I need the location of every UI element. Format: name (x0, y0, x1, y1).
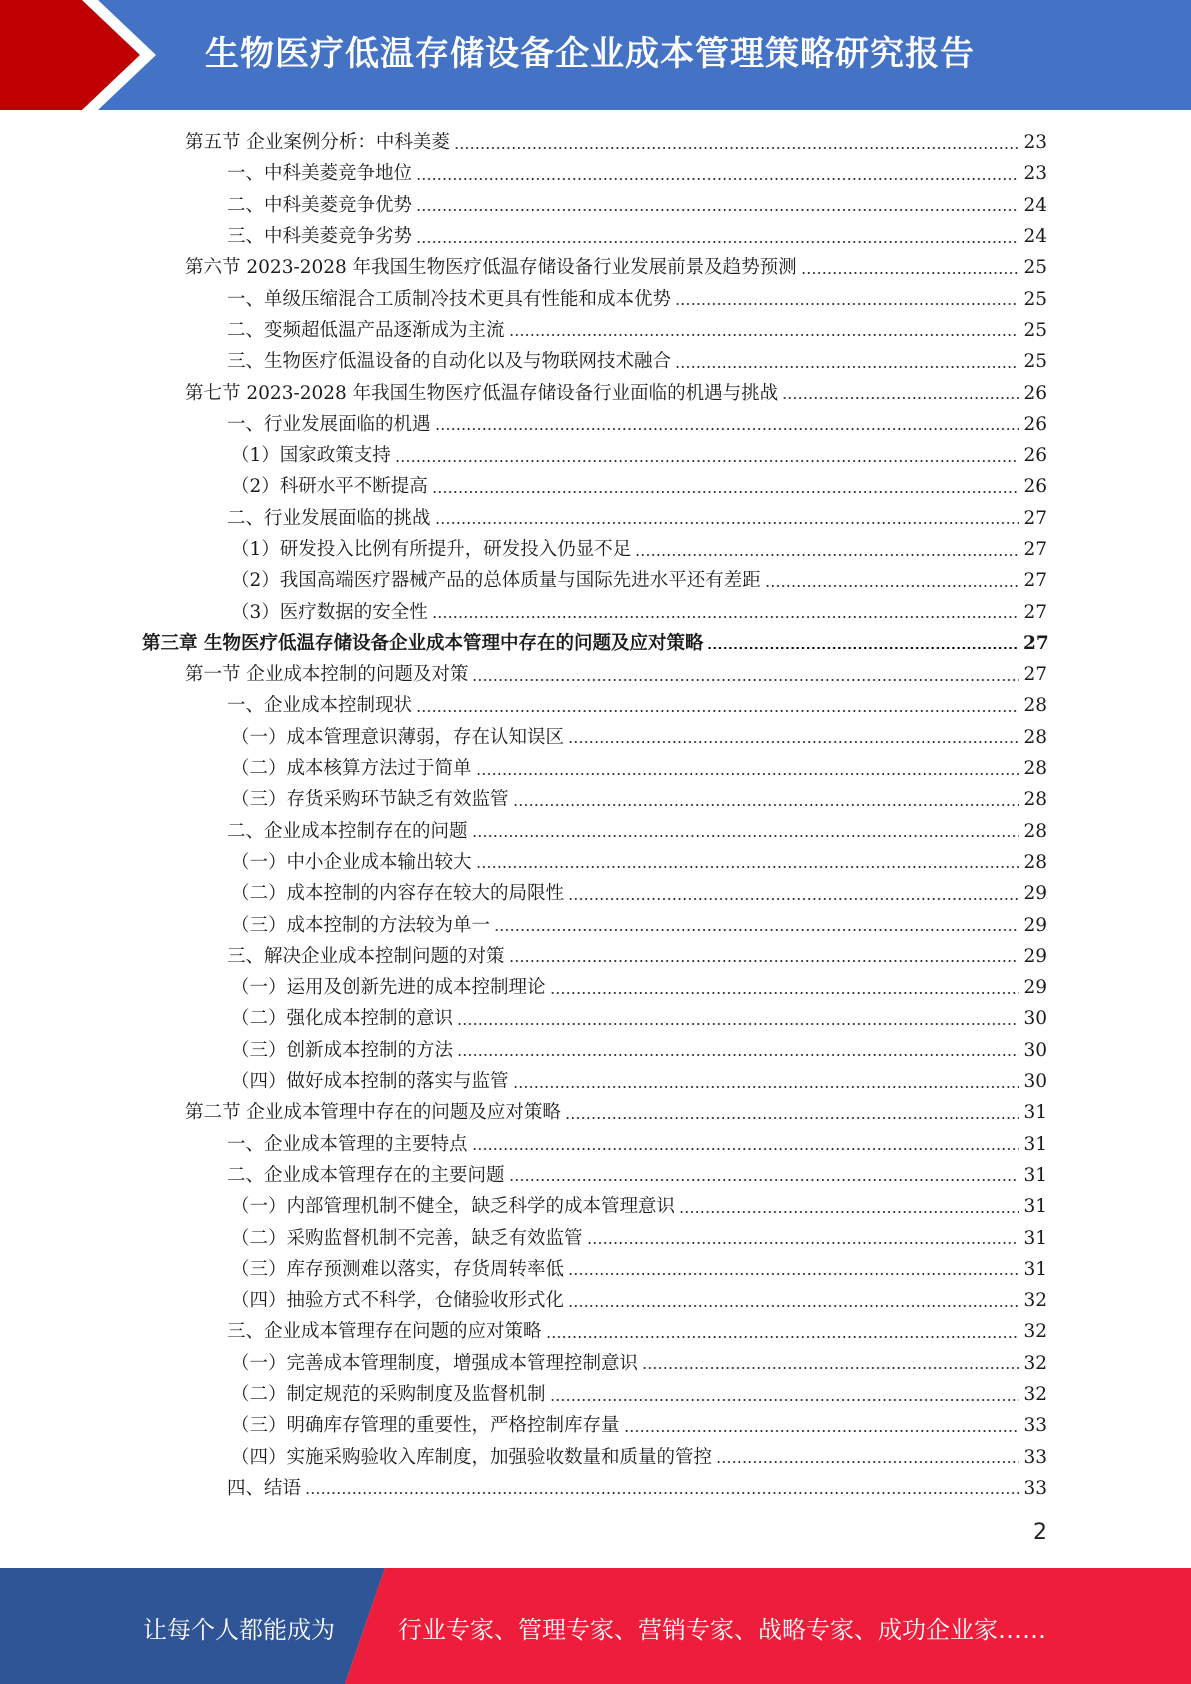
toc-entry[interactable] (0, 158, 1191, 189)
toc-dot-leader (568, 741, 1019, 743)
toc-entry-label: （3）医疗数据的安全性 (231, 601, 428, 623)
toc-entry[interactable] (0, 1003, 1191, 1034)
toc-entry[interactable] (0, 847, 1191, 878)
toc-entry-label: （二）成本控制的内容存在较大的局限性 (231, 883, 565, 905)
toc-entry-page: 26 (1023, 445, 1047, 467)
toc-entry[interactable] (0, 221, 1191, 252)
toc-entry-page: 31 (1023, 1164, 1047, 1186)
toc-entry-label: （二）强化成本控制的意识 (231, 1008, 454, 1030)
toc-entry[interactable] (0, 283, 1191, 314)
toc-dot-leader (472, 679, 1019, 681)
toc-entry-page: 26 (1023, 382, 1047, 404)
toc-entry-label: （一）内部管理机制不健全，缺乏科学的成本管理意识 (231, 1196, 676, 1218)
toc-dot-leader (550, 992, 1019, 994)
header-banner (0, 0, 1191, 110)
toc-dot-leader (513, 1086, 1019, 1088)
toc-dot-leader (454, 147, 1019, 149)
toc-dot-leader (494, 929, 1019, 931)
toc-entry[interactable] (0, 596, 1191, 627)
toc-entry[interactable] (0, 1254, 1191, 1285)
toc-dot-leader (782, 397, 1019, 399)
toc-entry-label: 二、行业发展面临的挑战 (227, 507, 431, 529)
toc-entry-page: 32 (1023, 1290, 1047, 1312)
toc-entry[interactable] (0, 909, 1191, 940)
toc-entry-label: 一、行业发展面临的机遇 (227, 413, 431, 435)
toc-entry-label: 二、企业成本管理存在的主要问题 (227, 1164, 505, 1186)
toc-entry-page: 31 (1023, 1258, 1047, 1280)
toc-entry[interactable] (0, 315, 1191, 346)
toc-entry-page: 29 (1023, 914, 1047, 936)
toc-entry-label: （1）研发投入比例有所提升，研发投入仍显不足 (231, 539, 632, 560)
toc-entry[interactable] (0, 1379, 1191, 1410)
toc-entry-page: 28 (1023, 820, 1047, 842)
toc-entry-page: 26 (1023, 413, 1047, 435)
toc-entry-label: （2）科研水平不断提高 (231, 476, 428, 498)
toc-entry-label: （三）库存预测难以落实，存货周转率低 (231, 1258, 565, 1280)
toc-entry-page: 27 (1023, 570, 1047, 592)
toc-dot-leader (635, 554, 1019, 556)
toc-entry[interactable] (0, 659, 1191, 690)
toc-entry-page: 32 (1023, 1384, 1047, 1406)
toc-entry-page: 32 (1023, 1321, 1047, 1343)
toc-entry[interactable] (0, 346, 1191, 377)
toc-dot-leader (568, 898, 1019, 900)
toc-dot-leader (305, 1492, 1019, 1494)
toc-entry[interactable] (0, 1191, 1191, 1222)
toc-entry[interactable] (0, 565, 1191, 596)
toc-entry-page: 26 (1023, 476, 1047, 498)
toc-entry[interactable] (0, 1441, 1191, 1472)
toc-entry-page: 29 (1023, 945, 1047, 967)
toc-dot-leader (801, 272, 1019, 274)
toc-entry[interactable] (0, 1066, 1191, 1097)
toc-entry[interactable] (0, 1160, 1191, 1191)
toc-dot-leader (642, 1367, 1019, 1369)
toc-entry[interactable] (0, 1035, 1191, 1066)
toc-dot-leader (765, 585, 1019, 587)
toc-entry-page: 27 (1023, 664, 1047, 686)
toc-entry[interactable] (0, 127, 1191, 158)
toc-entry-label: 一、企业成本管理的主要特点 (227, 1133, 468, 1155)
toc-entry-page: 25 (1023, 288, 1047, 310)
page-number: 2 (1033, 1520, 1047, 1545)
toc-entry-label: （2）我国高端医疗器械产品的总体质量与国际先进水平还有差距 (231, 570, 761, 592)
toc-entry-page: 33 (1023, 1477, 1047, 1499)
toc-dot-leader (550, 1399, 1019, 1401)
toc-entry-label: （三）成本控制的方法较为单一 (231, 914, 491, 936)
toc-dot-leader (416, 241, 1019, 243)
toc-entry-label: （1）国家政策支持 (231, 445, 391, 467)
toc-dot-leader (435, 522, 1019, 524)
toc-dot-leader (509, 960, 1019, 962)
toc-entry[interactable] (0, 409, 1191, 440)
toc-entry-label: 一、企业成本控制现状 (227, 695, 413, 717)
toc-entry[interactable] (0, 941, 1191, 972)
toc-entry-label: （四）做好成本控制的落实与监管 (231, 1071, 509, 1093)
chevron-graphic (0, 0, 160, 110)
toc-entry-page: 23 (1023, 163, 1047, 185)
toc-entry-label: （一）完善成本管理制度，增强成本管理控制意识 (231, 1352, 639, 1374)
toc-dot-leader (675, 366, 1019, 368)
toc-entry-label: 三、解决企业成本控制问题的对策 (227, 945, 505, 967)
toc-entry[interactable] (0, 1222, 1191, 1253)
toc-dot-leader (546, 1336, 1019, 1338)
toc-dot-leader (568, 1273, 1019, 1275)
toc-entry[interactable] (0, 878, 1191, 909)
toc-entry-label: 二、企业成本控制存在的问题 (227, 820, 468, 842)
toc-entry-label: （二）成本核算方法过于简单 (231, 758, 472, 780)
toc-dot-leader (565, 1117, 1019, 1119)
toc-entry-label: （一）运用及创新先进的成本控制理论 (231, 977, 546, 999)
table-of-contents (0, 127, 1191, 1504)
toc-entry[interactable] (0, 1097, 1191, 1128)
toc-entry-page: 24 (1023, 226, 1047, 248)
toc-entry-page: 31 (1023, 1227, 1047, 1249)
toc-dot-leader (568, 1305, 1019, 1307)
toc-entry-page: 27 (1023, 601, 1047, 623)
toc-entry-page: 29 (1023, 977, 1047, 999)
toc-entry[interactable] (0, 503, 1191, 534)
toc-dot-leader (395, 460, 1019, 462)
toc-entry-page: 31 (1023, 1196, 1047, 1218)
toc-entry-label: 第七节 2023-2028 年我国生物医疗低温存储设备行业面临的机遇与挑战 (185, 382, 779, 404)
toc-entry-label: 一、单级压缩混合工质制冷技术更具有性能和成本优势 (227, 288, 672, 310)
toc-entry-label: 二、中科美菱竞争优势 (227, 194, 413, 216)
toc-entry-label: 第三章 生物医疗低温存储设备企业成本管理中存在的问题及应对策略 (142, 632, 704, 654)
toc-entry-page: 33 (1023, 1415, 1047, 1437)
toc-dot-leader (432, 616, 1019, 618)
toc-entry-label: （二）制定规范的采购制度及监督机制 (231, 1384, 546, 1406)
toc-entry[interactable] (0, 1348, 1191, 1379)
toc-dot-leader (716, 1461, 1019, 1463)
toc-dot-leader (509, 1179, 1019, 1181)
toc-entry[interactable] (0, 1410, 1191, 1441)
toc-entry[interactable] (0, 1129, 1191, 1160)
toc-dot-leader (513, 804, 1019, 806)
toc-dot-leader (435, 428, 1019, 430)
toc-dot-leader (509, 334, 1019, 336)
toc-entry[interactable] (0, 816, 1191, 847)
toc-entry-label: 三、生物医疗低温设备的自动化以及与物联网技术融合 (227, 351, 672, 373)
toc-entry-page: 28 (1023, 695, 1047, 717)
toc-entry-page: 32 (1023, 1352, 1047, 1374)
toc-entry-page: 25 (1023, 257, 1047, 279)
toc-dot-leader (416, 178, 1019, 180)
toc-dot-leader (472, 835, 1019, 837)
toc-entry[interactable] (0, 784, 1191, 815)
toc-entry-label: （三）存货采购环节缺乏有效监管 (231, 789, 509, 811)
toc-entry-page: 28 (1023, 789, 1047, 811)
report-title: 生物医疗低温存储设备企业成本管理策略研究报告 (205, 34, 975, 74)
toc-entry[interactable] (0, 972, 1191, 1003)
toc-entry-label: （四）实施采购验收入库制度，加强验收数量和质量的管控 (231, 1446, 713, 1468)
toc-entry-page: 30 (1023, 1039, 1047, 1061)
toc-entry-label: 第五节 企业案例分析：中科美菱 (185, 132, 450, 154)
toc-dot-leader (416, 209, 1019, 211)
toc-entry-label: （二）采购监督机制不完善，缺乏有效监管 (231, 1227, 583, 1249)
footer-banner (0, 1568, 1191, 1684)
toc-entry-label: （一）中小企业成本输出较大 (231, 851, 472, 873)
toc-entry[interactable] (0, 377, 1191, 408)
toc-entry-page: 30 (1023, 1008, 1047, 1030)
toc-entry-label: 二、变频超低温产品逐渐成为主流 (227, 319, 505, 341)
toc-dot-leader (675, 303, 1019, 305)
toc-entry-page: 24 (1023, 194, 1047, 216)
toc-dot-leader (587, 1242, 1019, 1244)
toc-entry-page: 27 (1023, 539, 1047, 560)
toc-entry-label: 一、中科美菱竞争地位 (227, 163, 413, 185)
toc-entry-page: 28 (1023, 851, 1047, 873)
toc-entry[interactable] (0, 440, 1191, 471)
toc-entry-page: 30 (1023, 1071, 1047, 1093)
toc-entry-label: 第一节 企业成本控制的问题及对策 (185, 664, 469, 686)
toc-entry-label: 三、企业成本管理存在问题的应对策略 (227, 1321, 542, 1343)
toc-dot-leader (476, 773, 1019, 775)
toc-entry-page: 28 (1023, 758, 1047, 780)
toc-entry[interactable] (0, 252, 1191, 283)
toc-entry[interactable] (0, 753, 1191, 784)
toc-entry-label: （三）创新成本控制的方法 (231, 1039, 454, 1061)
toc-entry-page: 23 (1023, 132, 1047, 154)
toc-entry-page: 27 (1023, 632, 1049, 654)
toc-dot-leader (457, 1054, 1019, 1056)
toc-dot-leader (707, 647, 1019, 649)
toc-entry[interactable] (0, 1285, 1191, 1316)
toc-entry-page: 31 (1023, 1133, 1047, 1155)
toc-entry[interactable] (0, 190, 1191, 221)
toc-entry[interactable] (0, 471, 1191, 502)
footer-slogan-left: 让每个人都能成为 (143, 1616, 335, 1644)
toc-entry-label: 第二节 企业成本管理中存在的问题及应对策略 (185, 1102, 561, 1124)
toc-dot-leader (432, 491, 1019, 493)
toc-entry-label: （四）抽验方式不科学，仓储验收形式化 (231, 1290, 565, 1312)
toc-entry-page: 28 (1023, 726, 1047, 748)
toc-dot-leader (416, 710, 1019, 712)
toc-dot-leader (624, 1430, 1019, 1432)
toc-dot-leader (457, 1023, 1019, 1025)
toc-entry-label: 第六节 2023-2028 年我国生物医疗低温存储设备行业发展前景及趋势预测 (185, 257, 797, 279)
toc-entry[interactable] (0, 1316, 1191, 1347)
toc-dot-leader (476, 866, 1019, 868)
toc-entry-page: 31 (1023, 1102, 1047, 1124)
footer-slogan-right: 行业专家、管理专家、营销专家、战略专家、成功企业家…… (398, 1616, 1046, 1644)
toc-entry-page: 29 (1023, 883, 1047, 905)
toc-entry-page: 33 (1023, 1446, 1047, 1468)
toc-entry[interactable] (0, 690, 1191, 721)
toc-dot-leader (472, 1148, 1019, 1150)
toc-entry-page: 25 (1023, 351, 1047, 373)
toc-entry-page: 25 (1023, 319, 1047, 341)
toc-dot-leader (679, 1211, 1019, 1213)
toc-entry-label: （一）成本管理意识薄弱，存在认知误区 (231, 726, 565, 748)
toc-entry-label: 四、结语 (227, 1477, 302, 1499)
toc-entry[interactable] (0, 722, 1191, 753)
toc-entry-page: 27 (1023, 507, 1047, 529)
toc-entry[interactable] (0, 1473, 1191, 1504)
toc-entry[interactable] (0, 534, 1191, 565)
toc-entry-label: 三、中科美菱竞争劣势 (227, 226, 413, 248)
toc-entry-label: （三）明确库存管理的重要性，严格控制库存量 (231, 1415, 620, 1437)
toc-entry[interactable] (0, 628, 1191, 659)
